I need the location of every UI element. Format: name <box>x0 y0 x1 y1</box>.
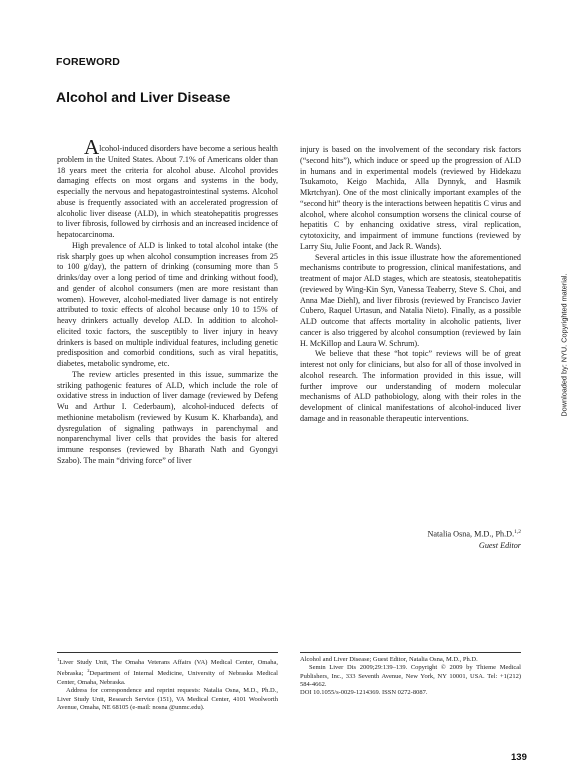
paragraph: Several articles in this issue illustrate how the aforementioned mechanisms contribute to progression, clinical manifestations, and treatment of major ALD stages, which are steatosis, steatohepatitis (reviewed by Wing-Kin Syn, Vanessa Teaberry, Steve S. Choi, and Anna Mae Diehl), and liver fibrosis (reviewed by Francisco Javier Cubero, Raquel Urtasun, and Natalia Nieto). Finally, as a possible ALD outcome that affects mortality in alcoholic patients, liver cancer is also triggered by alcohol consumption (reviewed by Iain H. McKillop and Laura W. Schrum). <box>300 252 521 348</box>
citation-footnote <box>300 656 521 697</box>
paragraph: High prevalence of ALD is linked to total alcohol intake (the risk sharply goes up when alcohol consumption increases from 25 to 100 g/day), the pattern of drinking (consuming more than 5 drinks/day over a long period of time and drinking without food), and gender of alcohol consumers (men are more resistant than women). However, alcohol-mediated liver damage is not entirely attributed to toxic effects of alcohol because only 10 to 15% of heavy drinkers actually develop ALD. In addition to alcohol-elicited toxic factors, the susceptibly to liver injury in heavy drinkers is based on multiple individual features, including genetic predisposition and comorbid conditions, such as viral hepatitis, diabetes, metabolic syndrome, etc. <box>57 240 278 368</box>
paragraph <box>57 135 278 241</box>
article-title: Alcohol and Liver Disease <box>56 89 231 105</box>
author-name: Natalia Osna, M.D., Ph.D. <box>427 529 515 539</box>
correspondence-address: Address for correspondence and reprint requests: Natalia Osna, M.D., Ph.D., Liver Study Unit, Research Service (151), VA Medical Center, 4101 Woolworth Avenue, Omaha, NE 68105 (e-mail: nosna @unmc.edu). <box>57 687 278 711</box>
citation-doi: DOI 10.1055/s-0029-1214369. ISSN 0272-8087. <box>300 689 428 697</box>
author-role: Guest Editor <box>478 540 521 550</box>
footnote-divider-right <box>300 652 521 653</box>
affiliation-1: Liver Study Unit, The Omaha Veterans Affairs (VA) Medical Center, Omaha, Nebraska; <box>57 659 278 678</box>
author-signature <box>300 527 521 551</box>
citation-title: Alcohol and Liver Disease; Guest Editor, Natalia Osna, M.D., Ph.D. <box>300 656 478 663</box>
watermark-text: Downloaded by: NYU. Copyrighted material. <box>559 273 569 417</box>
paragraph: We believe that these “hot topic” reviews will be of great interest not only for clinicians, but also for all of those involved in alcohol research. The information provided in this issue, will further improve our understanding of modern molecular mechanisms of ALD pathobiology, along with their roles in the development of clinical manifestations of alcohol-induced liver damage and in reasonable therapeutic interventions. <box>300 349 521 423</box>
right-column <box>300 145 521 425</box>
affiliation-text <box>57 656 278 687</box>
left-column <box>57 135 278 467</box>
affiliation-2: Department of Internal Medicine, University of Nebraska Medical Center, Omaha, Nebraska. <box>57 670 278 686</box>
footnote-marker: 1 <box>57 657 60 662</box>
footnote-marker: 2 <box>87 668 90 674</box>
affiliation-footnote <box>57 656 278 712</box>
paragraph: injury is based on the involvement of the secondary risk factors (“second hits”), which induce or speed up the progression of ALD in humans and in experimental models (reviewed by Hidekazu Tsukamoto, Keigo Machida, Alla Dynnyk, and Hasmik Mkrtchyan). One of the most clinically important examples of the “second hit” theory is the interactions between hepatitis C virus and alcohol, where alcohol consumption worsens the clinical course of hepatitis C by enhancing oxidative stress, viral replication, cytotoxicity, and impairment of immune functions (reviewed by Larry Siu, Julie Foont, and Jack R. Wands). <box>300 145 521 251</box>
section-label: FOREWORD <box>56 56 121 68</box>
paragraph-text: lcohol-induced disorders have become a serious health problem in the United States. About 7.1% of Americans older than 18 years meet the criteria for alcohol abuse. Alcohol provides damaging effects on most organs and systems in the body, especially the nervous and hepatogastrointestinal systems. Alcohol abuse is frequently associated with an accelerated progression of alcoholic liver disease (ALD), in which steatohepatitis progresses to liver fibrosis, followed by cirrhosis and an increased incidence of hepatocarcinoma. <box>57 144 278 239</box>
footnote-divider-left <box>57 652 278 653</box>
citation-details: Semin Liver Dis 2009;29:139–139. Copyright © 2009 by Thieme Medical Publishers, Inc., 333 Seventh Avenue, New York, NY 10001, USA. Tel: +1(212) 584-4662. <box>300 664 521 688</box>
drop-cap: A <box>84 135 100 159</box>
page-number: 139 <box>511 752 527 763</box>
paragraph: The review articles presented in this issue, summarize the striking pathogenic features of ALD, which include the role of oxidative stress in induction of liver damage (reviewed by Defeng Wu and Arthur I. Cederbaum), alcohol-induced defects of methionine metabolism (reviewed by Kusum K. Kharbanda), and dysregulation of signaling pathways in parenchymal and nonparenchymal liver cells that provides the basis for altered immune responses (reviewed by Bharath Nath and Gyongyi Szabo). The main “driving force” of liver <box>57 369 278 465</box>
author-affiliation-markers: 1,2 <box>514 529 521 535</box>
